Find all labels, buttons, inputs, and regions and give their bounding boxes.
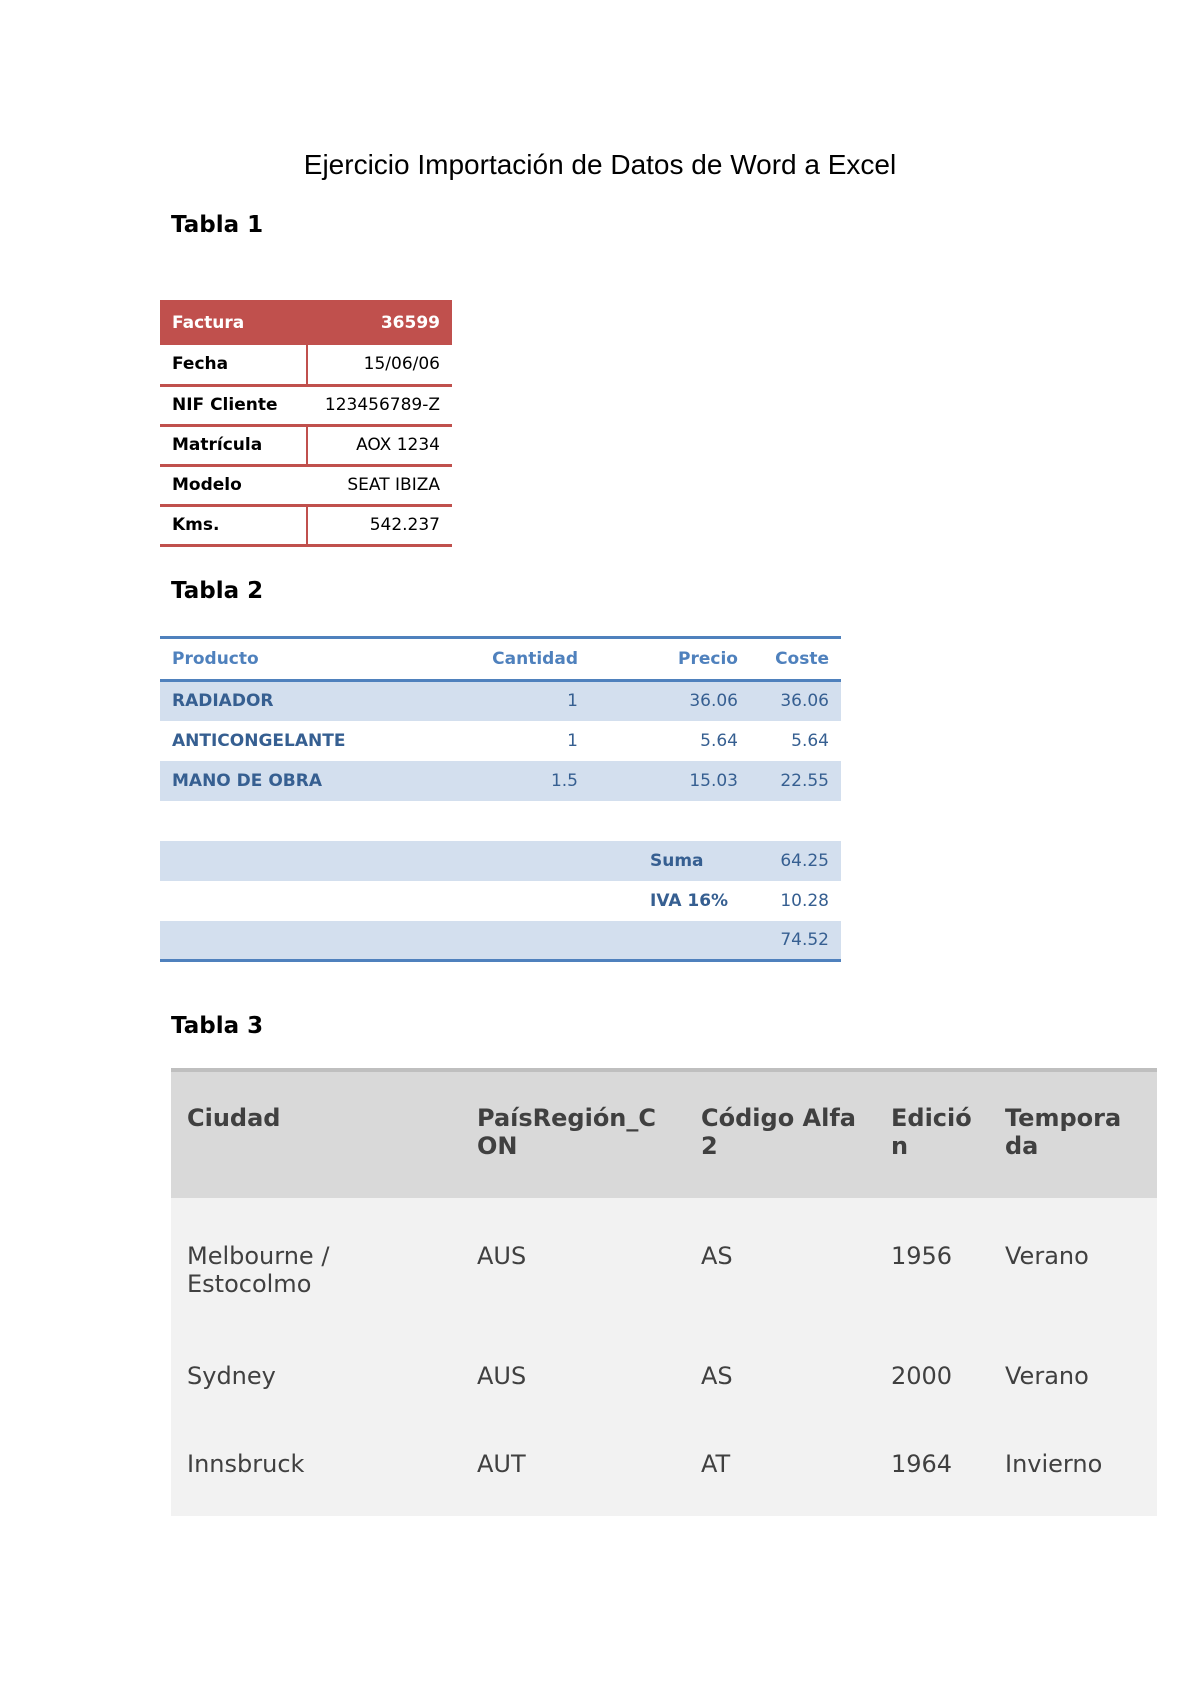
code-cell: AS <box>701 1362 733 1390</box>
total-value-grand: 74.52 <box>750 921 841 961</box>
city-cell: Melbourne / Estocolmo <box>187 1242 330 1298</box>
cities-table <box>171 1068 1157 1516</box>
edition-cell: 1956 <box>891 1242 953 1270</box>
product-name: MANO DE OBRA <box>160 761 460 801</box>
product-name: RADIADOR <box>160 681 460 721</box>
tabla1-heading: Tabla 1 <box>171 212 264 238</box>
row-value: SEAT IBIZA <box>307 465 452 505</box>
invoice-header-value: 36599 <box>307 300 452 345</box>
row-label: Matrícula <box>160 425 307 465</box>
totals-row <box>160 881 841 921</box>
products-table <box>160 636 841 962</box>
table-row <box>160 425 452 465</box>
col-header-cantidad: Cantidad <box>460 638 590 681</box>
col-header-precio: Precio <box>590 638 750 681</box>
edition-cell: 1964 <box>891 1450 953 1478</box>
country-cell: AUT <box>477 1450 526 1478</box>
table-row <box>160 681 841 721</box>
product-price: 15.03 <box>590 761 750 801</box>
tabla3-heading: Tabla 3 <box>171 1013 264 1039</box>
totals-row <box>160 921 841 961</box>
spacer-row <box>160 801 841 841</box>
invoice-table <box>160 300 452 547</box>
tabla2-heading: Tabla 2 <box>171 578 264 604</box>
row-value: AOX 1234 <box>307 425 452 465</box>
product-price: 5.64 <box>700 730 738 751</box>
total-value-iva: 10.28 <box>780 890 829 911</box>
code-cell: AT <box>701 1450 731 1478</box>
code-cell: AS <box>701 1242 733 1270</box>
row-value: 542.237 <box>307 505 452 545</box>
product-cost: 36.06 <box>750 681 841 721</box>
season-cell: Verano <box>1005 1242 1089 1270</box>
row-label: Kms. <box>160 505 307 545</box>
document-title: Ejercicio Importación de Datos de Word a Excel <box>303 149 897 180</box>
row-label: NIF Cliente <box>160 385 307 425</box>
edition-cell: 2000 <box>891 1362 953 1390</box>
season-cell: Invierno <box>1005 1450 1103 1478</box>
col-header-coste: Coste <box>750 638 841 681</box>
table-row <box>160 721 841 761</box>
product-quantity: 1 <box>567 730 578 751</box>
row-label: Fecha <box>160 345 307 385</box>
invoice-header-row <box>160 300 452 345</box>
table-row <box>160 385 452 425</box>
total-label-grand <box>590 921 750 961</box>
country-cell: AUS <box>477 1362 527 1390</box>
country-cell: AUS <box>477 1242 527 1270</box>
total-label-iva: IVA 16% <box>650 890 729 911</box>
col-header-producto: Producto <box>160 638 460 681</box>
row-label: Modelo <box>160 465 307 505</box>
table-row <box>160 761 841 801</box>
product-name: ANTICONGELANTE <box>172 730 346 751</box>
city-cell: Sydney <box>187 1362 276 1390</box>
col-header-ciudad: Ciudad <box>187 1104 281 1132</box>
invoice-header-label: Factura <box>160 300 307 345</box>
product-cost: 22.55 <box>750 761 841 801</box>
city-cell: Innsbruck <box>187 1450 305 1478</box>
table-row <box>171 1198 1157 1318</box>
table-row <box>160 465 452 505</box>
table-row <box>160 505 452 545</box>
totals-row <box>160 841 841 881</box>
cities-header-row <box>171 1070 1157 1198</box>
season-cell: Verano <box>1005 1362 1089 1390</box>
product-cost: 5.64 <box>791 730 829 751</box>
table-row <box>171 1418 1157 1516</box>
col-header-edicion: Edició n <box>891 1104 972 1160</box>
table-row <box>171 1318 1157 1418</box>
col-header-codigo-alfa: Código Alfa 2 <box>701 1104 856 1160</box>
product-quantity: 1 <box>460 681 590 721</box>
row-value: 123456789-Z <box>307 385 452 425</box>
row-value: 15/06/06 <box>307 345 452 385</box>
col-header-pais-region: PaísRegión_C ON <box>477 1104 657 1160</box>
col-header-temporada: Tempora da <box>1005 1104 1122 1160</box>
total-value-suma: 64.25 <box>750 841 841 881</box>
product-price: 36.06 <box>590 681 750 721</box>
total-label-suma: Suma <box>590 841 750 881</box>
products-header-row <box>160 638 841 681</box>
table-row <box>160 345 452 385</box>
product-quantity: 1.5 <box>460 761 590 801</box>
